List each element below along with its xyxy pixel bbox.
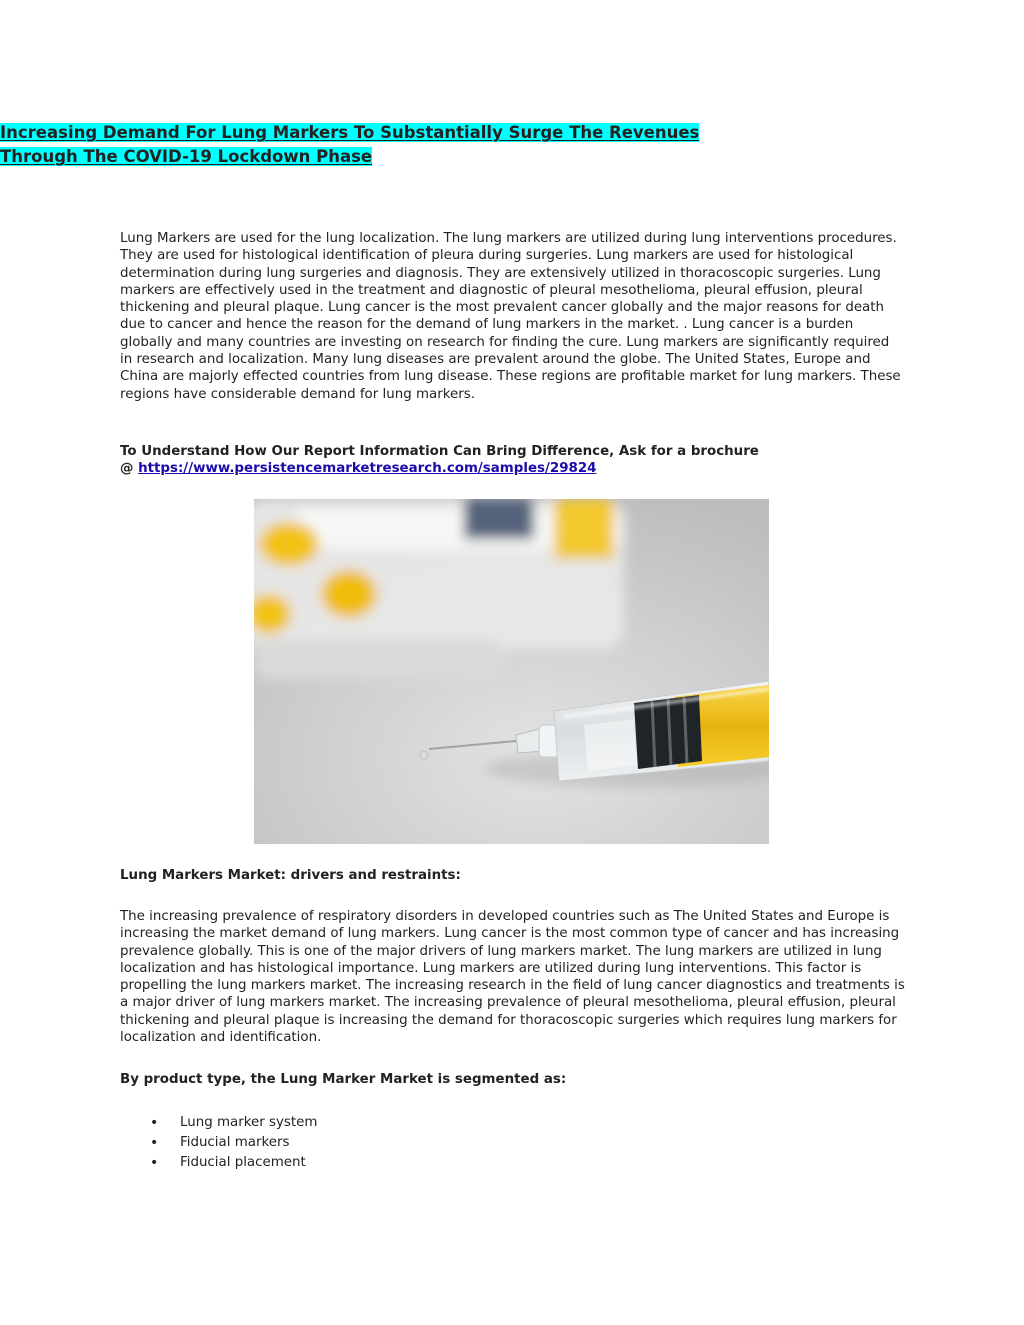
title-line-2: Through The COVID-19 Lockdown Phase bbox=[0, 146, 373, 166]
bullet-icon: • bbox=[150, 1155, 159, 1171]
list-item: • Fiducial placement bbox=[150, 1155, 306, 1171]
drivers-heading: Lung Markers Market: drivers and restraints: bbox=[120, 868, 461, 883]
brochure-cta bbox=[120, 443, 905, 478]
syringe-photo bbox=[254, 499, 769, 844]
intro-paragraph: Lung Markers are used for the lung localization. The lung markers are utilized during lung interventions procedures. They are used for histological identification of pleura during surgeries. Lung markers are used for histological determination during lung surgeries and diagnosis. They are extensively utilized in thoracoscopic surgeries. Lung markers are effectively used in the treatment and diagnostic of pleural mesothelioma, pleural effusion, pleural thickening and pleural plaque. Lung cancer is the most prevalent cancer globally and the major reasons for death due to cancer and hence the reason for the demand of lung markers in the market. . Lung cancer is a burden globally and many countries are investing on research for finding the cure. Lung markers are significantly required in research and localization. Many lung diseases are prevalent around the globe. The United States, Europe and China are majorly effected countries from lung disease. These regions are profitable market for lung markers. These regions have considerable demand for lung markers. bbox=[120, 231, 901, 402]
segments-heading: By product type, the Lung Marker Market is segmented as: bbox=[120, 1072, 567, 1087]
title-line-1: Increasing Demand For Lung Markers To Substantially Surge The Revenues bbox=[0, 123, 700, 142]
at-sign: @ bbox=[120, 461, 134, 477]
segments-list bbox=[120, 1113, 317, 1173]
drivers-paragraph: The increasing prevalence of respiratory disorders in developed countries such as The United States and Europe is increasing the market demand of lung markers. Lung cancer is the most common type of cancer and has increasing prevalence globally. This is one of the major drivers of lung markers market. The lung markers are utilized in lung localization and has histological importance. Lung markers are utilized during lung interventions. This factor is propelling the lung markers market. The increasing research in the field of lung cancer diagnostics and treatments is a major driver of lung markers market. The increasing prevalence of pleural mesothelioma, pleural effusion, pleural thickening and pleural plaque is increasing the demand for thoracoscopic surgeries which requires lung markers for localization and identification. bbox=[120, 909, 905, 1046]
syringe-illustration bbox=[254, 499, 769, 844]
list-item: • Fiducial markers bbox=[150, 1135, 290, 1151]
document-title bbox=[0, 121, 785, 168]
brochure-cta-text: To Understand How Our Report Information Can Bring Difference, Ask for a brochure bbox=[120, 444, 759, 459]
brochure-link[interactable]: https://www.persistencemarketresearch.com/samples/29824 bbox=[138, 461, 597, 477]
bullet-icon: • bbox=[150, 1135, 159, 1151]
bullet-icon: • bbox=[150, 1115, 159, 1131]
list-item: • Lung marker system bbox=[150, 1115, 318, 1131]
